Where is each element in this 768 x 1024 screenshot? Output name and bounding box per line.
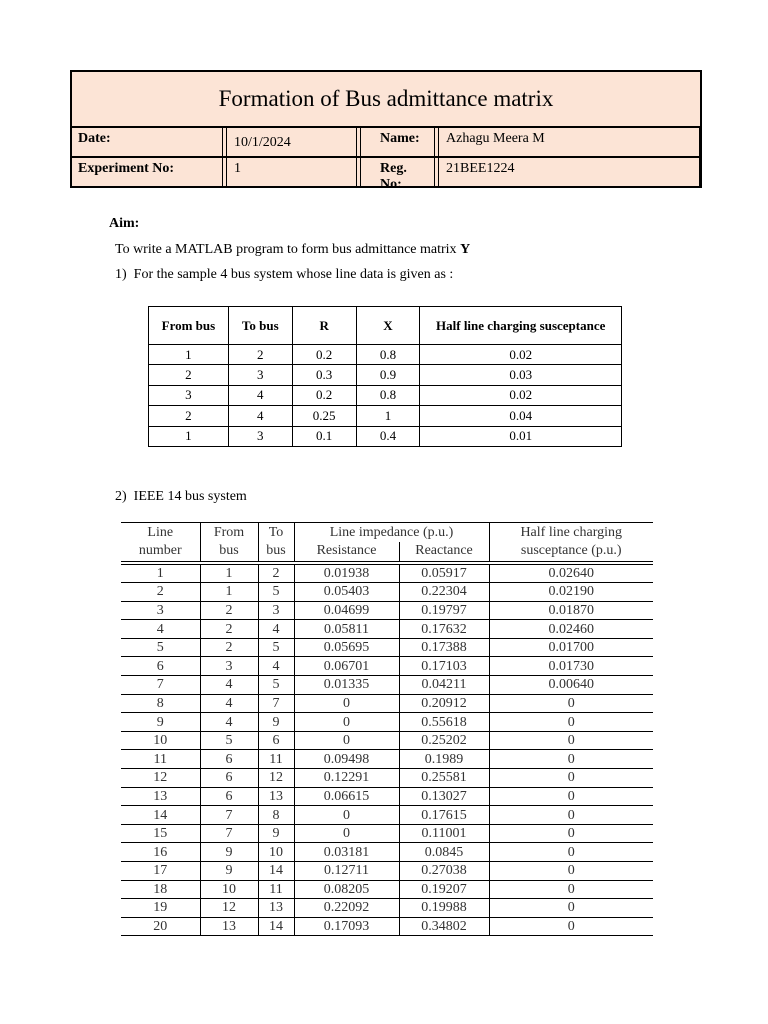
table-cell: 0.01700 — [489, 638, 653, 657]
table-cell: 0.05917 — [399, 564, 489, 583]
page-title: Formation of Bus admittance matrix — [72, 72, 700, 128]
col-header-line: Line — [147, 524, 174, 540]
table-cell: 0.08205 — [294, 880, 399, 899]
table-cell: 0.20912 — [399, 694, 489, 713]
table-cell: 20 — [121, 917, 200, 936]
table-cell: 0 — [489, 806, 653, 825]
col-header-number: number — [121, 542, 200, 561]
table-cell: 0.22304 — [399, 583, 489, 602]
table-cell: 6 — [121, 657, 200, 676]
table-cell: 0.02 — [420, 385, 622, 405]
header-row-date-name — [72, 128, 700, 158]
table-cell: 0.01335 — [294, 676, 399, 695]
col-header-r: R — [292, 307, 356, 345]
table-row — [121, 583, 653, 602]
table-cell: 3 — [121, 601, 200, 620]
table-row — [149, 385, 622, 405]
table-cell: 4 — [228, 406, 292, 426]
col-header-susceptance: susceptance (p.u.) — [489, 542, 653, 561]
table-cell: 0.9 — [356, 365, 420, 385]
table-cell: 4 — [228, 385, 292, 405]
table-row — [121, 843, 653, 862]
table-cell: 7 — [258, 694, 294, 713]
table-cell: 0.05403 — [294, 583, 399, 602]
table-cell: 6 — [200, 769, 258, 788]
table-cell: 11 — [258, 750, 294, 769]
table-cell: 13 — [258, 899, 294, 918]
table-row — [121, 601, 653, 620]
table-row — [121, 657, 653, 676]
table-cell: 0.00640 — [489, 676, 653, 695]
table-cell: 3 — [228, 426, 292, 446]
table-row — [149, 406, 622, 426]
item-2-text: 2) IEEE 14 bus system — [115, 489, 247, 504]
table-cell: 0.01870 — [489, 601, 653, 620]
table-cell: 0 — [489, 694, 653, 713]
table-cell: 8 — [258, 806, 294, 825]
table-cell: 1 — [121, 564, 200, 583]
aim-text-main: To write a MATLAB program to form bus admittance matrix — [115, 242, 461, 257]
table-cell: 0 — [489, 824, 653, 843]
col-header-half-line-charging: Half line charging susceptance — [420, 307, 622, 345]
col-header-half-line-charging: Half line charging — [489, 523, 653, 542]
date-label: Date: — [78, 131, 111, 146]
table-cell: 5 — [121, 638, 200, 657]
table-cell: 0.17632 — [399, 620, 489, 639]
table-cell: 0 — [294, 694, 399, 713]
table-cell: 8 — [121, 694, 200, 713]
table-cell: 0.05811 — [294, 620, 399, 639]
table-cell: 5 — [258, 583, 294, 602]
header-divider — [434, 128, 439, 188]
table-row — [121, 917, 653, 936]
table-cell: 14 — [258, 917, 294, 936]
table-cell: 0 — [489, 862, 653, 881]
table-cell: 0.01938 — [294, 564, 399, 583]
table-cell: 0.0845 — [399, 843, 489, 862]
table-cell: 14 — [258, 862, 294, 881]
table-cell: 7 — [200, 824, 258, 843]
table-cell: 12 — [200, 899, 258, 918]
table-cell: 19 — [121, 899, 200, 918]
table-cell: 14 — [121, 806, 200, 825]
table-cell: 0 — [489, 880, 653, 899]
table-cell: 0.19207 — [399, 880, 489, 899]
table-cell: 0.17615 — [399, 806, 489, 825]
item-1-text: 1) For the sample 4 bus system whose line data is given as : — [115, 267, 454, 282]
table-row — [121, 694, 653, 713]
table-cell: 6 — [200, 787, 258, 806]
table-cell: 2 — [200, 620, 258, 639]
table-cell: 0.12711 — [294, 862, 399, 881]
table-cell: 4 — [200, 694, 258, 713]
table-cell: 16 — [121, 843, 200, 862]
table-row — [121, 769, 653, 788]
table-cell: 1 — [200, 583, 258, 602]
col-header-resistance: Resistance — [294, 542, 399, 561]
table-cell: 15 — [121, 824, 200, 843]
table-cell: 9 — [258, 824, 294, 843]
table-cell: 2 — [258, 564, 294, 583]
table-cell: 0 — [294, 824, 399, 843]
table-cell: 5 — [258, 638, 294, 657]
name-value: Azhagu Meera M — [446, 131, 545, 146]
table-cell: 11 — [121, 750, 200, 769]
table-row — [121, 731, 653, 750]
table-cell: 0.04 — [420, 406, 622, 426]
sample-4-bus-table — [148, 306, 622, 447]
table-cell: 4 — [258, 620, 294, 639]
table-cell: 0.06615 — [294, 787, 399, 806]
table-cell: 13 — [121, 787, 200, 806]
table-cell: 0.02190 — [489, 583, 653, 602]
table-cell: 6 — [200, 750, 258, 769]
col-header-to: To — [258, 523, 294, 542]
table-header-row — [121, 523, 653, 542]
col-header-to-bus: To bus — [228, 307, 292, 345]
table-cell: 0 — [489, 731, 653, 750]
experiment-no-value: 1 — [234, 161, 241, 176]
col-header-reactance: Reactance — [399, 542, 489, 561]
table-cell: 0 — [294, 713, 399, 732]
table-cell: 0 — [489, 917, 653, 936]
ieee-14-bus-table — [121, 523, 653, 936]
reg-no-label: Reg. No: — [380, 161, 407, 192]
table-cell: 9 — [258, 713, 294, 732]
table-cell: 0.11001 — [399, 824, 489, 843]
table-cell: 5 — [200, 731, 258, 750]
table-cell: 0.17388 — [399, 638, 489, 657]
table-cell: 0.09498 — [294, 750, 399, 769]
table-cell: 7 — [200, 806, 258, 825]
table-cell: 0.06701 — [294, 657, 399, 676]
table-row — [149, 426, 622, 446]
table-header-row — [149, 307, 622, 345]
table-cell: 0.22092 — [294, 899, 399, 918]
table-cell: 17 — [121, 862, 200, 881]
date-value: 10/1/2024 — [234, 135, 291, 150]
table-row — [121, 676, 653, 695]
table-row — [121, 899, 653, 918]
table-cell: 10 — [200, 880, 258, 899]
table-row — [121, 862, 653, 881]
table-cell: 0.13027 — [399, 787, 489, 806]
table-cell: 0.17093 — [294, 917, 399, 936]
table-header-row — [121, 542, 653, 561]
table-cell: 11 — [258, 880, 294, 899]
table-cell: 0.01 — [420, 426, 622, 446]
table-row — [121, 824, 653, 843]
reg-no-value: 21BEE1224 — [446, 161, 515, 176]
col-header-line-impedance: Line impedance (p.u.) — [294, 523, 489, 542]
table-cell: 10 — [121, 731, 200, 750]
table-cell: 9 — [121, 713, 200, 732]
table-cell: 0.02640 — [489, 564, 653, 583]
table-cell: 0.03 — [420, 365, 622, 385]
table-cell: 7 — [121, 676, 200, 695]
table-cell: 0.27038 — [399, 862, 489, 881]
table-cell: 5 — [258, 676, 294, 695]
table-cell: 9 — [200, 862, 258, 881]
table-cell: 0.34802 — [399, 917, 489, 936]
table-cell: 4 — [121, 620, 200, 639]
table-cell: 4 — [258, 657, 294, 676]
table-cell: 0.25581 — [399, 769, 489, 788]
header-divider — [356, 128, 361, 188]
table-cell: 0 — [489, 750, 653, 769]
aim-text-bold: Y — [460, 242, 471, 257]
col-header-from-bus: From bus — [149, 307, 229, 345]
table-cell: 3 — [228, 365, 292, 385]
experiment-no-label: Experiment No: — [78, 161, 175, 176]
aim-heading: Aim: — [109, 216, 140, 231]
table-cell: 0.8 — [356, 385, 420, 405]
table-row — [121, 787, 653, 806]
table-cell: 10 — [258, 843, 294, 862]
table-cell: 0 — [489, 769, 653, 788]
table-cell: 0 — [489, 843, 653, 862]
table-row — [121, 620, 653, 639]
table-cell: 12 — [258, 769, 294, 788]
table-cell: 0.04211 — [399, 676, 489, 695]
table-cell: 2 — [121, 583, 200, 602]
col-header-to-bus: bus — [258, 542, 294, 561]
table-cell: 0.03181 — [294, 843, 399, 862]
table-cell: 6 — [258, 731, 294, 750]
table-cell: 0 — [294, 806, 399, 825]
table-cell: 2 — [228, 345, 292, 365]
table-cell: 0.25 — [292, 406, 356, 426]
table-cell: 3 — [258, 601, 294, 620]
table-cell: 3 — [200, 657, 258, 676]
table-cell: 1 — [200, 564, 258, 583]
table-cell: 0.19988 — [399, 899, 489, 918]
table-cell: 0.25202 — [399, 731, 489, 750]
table-cell: 2 — [200, 601, 258, 620]
table-cell: 0 — [489, 713, 653, 732]
table-cell: 18 — [121, 880, 200, 899]
col-header-x: X — [356, 307, 420, 345]
table-cell: 0.02 — [420, 345, 622, 365]
table-cell: 0.55618 — [399, 713, 489, 732]
table-row — [121, 713, 653, 732]
table-cell: 0.12291 — [294, 769, 399, 788]
col-header-from: From — [200, 523, 258, 542]
table-cell: 4 — [200, 713, 258, 732]
table-row — [121, 750, 653, 769]
table-cell: 0.17103 — [399, 657, 489, 676]
table-cell: 0.4 — [356, 426, 420, 446]
table-cell: 2 — [200, 638, 258, 657]
table-row — [149, 365, 622, 385]
table-cell: 0 — [489, 787, 653, 806]
table-cell: 1 — [149, 345, 229, 365]
table-cell: 2 — [149, 365, 229, 385]
table-cell: 1 — [356, 406, 420, 426]
table-cell: 0.3 — [292, 365, 356, 385]
table-row — [121, 638, 653, 657]
table-cell: 0.01730 — [489, 657, 653, 676]
table-cell: 4 — [200, 676, 258, 695]
table-cell: 12 — [121, 769, 200, 788]
table-row — [121, 564, 653, 583]
table-cell: 0 — [294, 731, 399, 750]
table-cell: 0.2 — [292, 345, 356, 365]
table-cell: 0.04699 — [294, 601, 399, 620]
table-row — [121, 806, 653, 825]
table-row — [121, 880, 653, 899]
table-cell: 0 — [489, 899, 653, 918]
table-cell: 13 — [200, 917, 258, 936]
table-cell: 1 — [149, 426, 229, 446]
table-cell: 0.05695 — [294, 638, 399, 657]
experiment-header — [70, 70, 702, 192]
table-cell: 13 — [258, 787, 294, 806]
table-cell: 3 — [149, 385, 229, 405]
table-cell: 9 — [200, 843, 258, 862]
name-label: Name: — [380, 131, 420, 146]
table-cell: 2 — [149, 406, 229, 426]
table-cell: 0.19797 — [399, 601, 489, 620]
table-cell: 0.02460 — [489, 620, 653, 639]
table-cell: 0.2 — [292, 385, 356, 405]
table-cell: 0.1 — [292, 426, 356, 446]
table-cell: 0.8 — [356, 345, 420, 365]
table-row — [149, 345, 622, 365]
header-divider — [222, 128, 227, 188]
col-header-from-bus: bus — [200, 542, 258, 561]
table-cell: 0.1989 — [399, 750, 489, 769]
header-row-exp-reg — [72, 158, 700, 192]
aim-text — [115, 242, 470, 258]
header-divider — [699, 128, 704, 188]
